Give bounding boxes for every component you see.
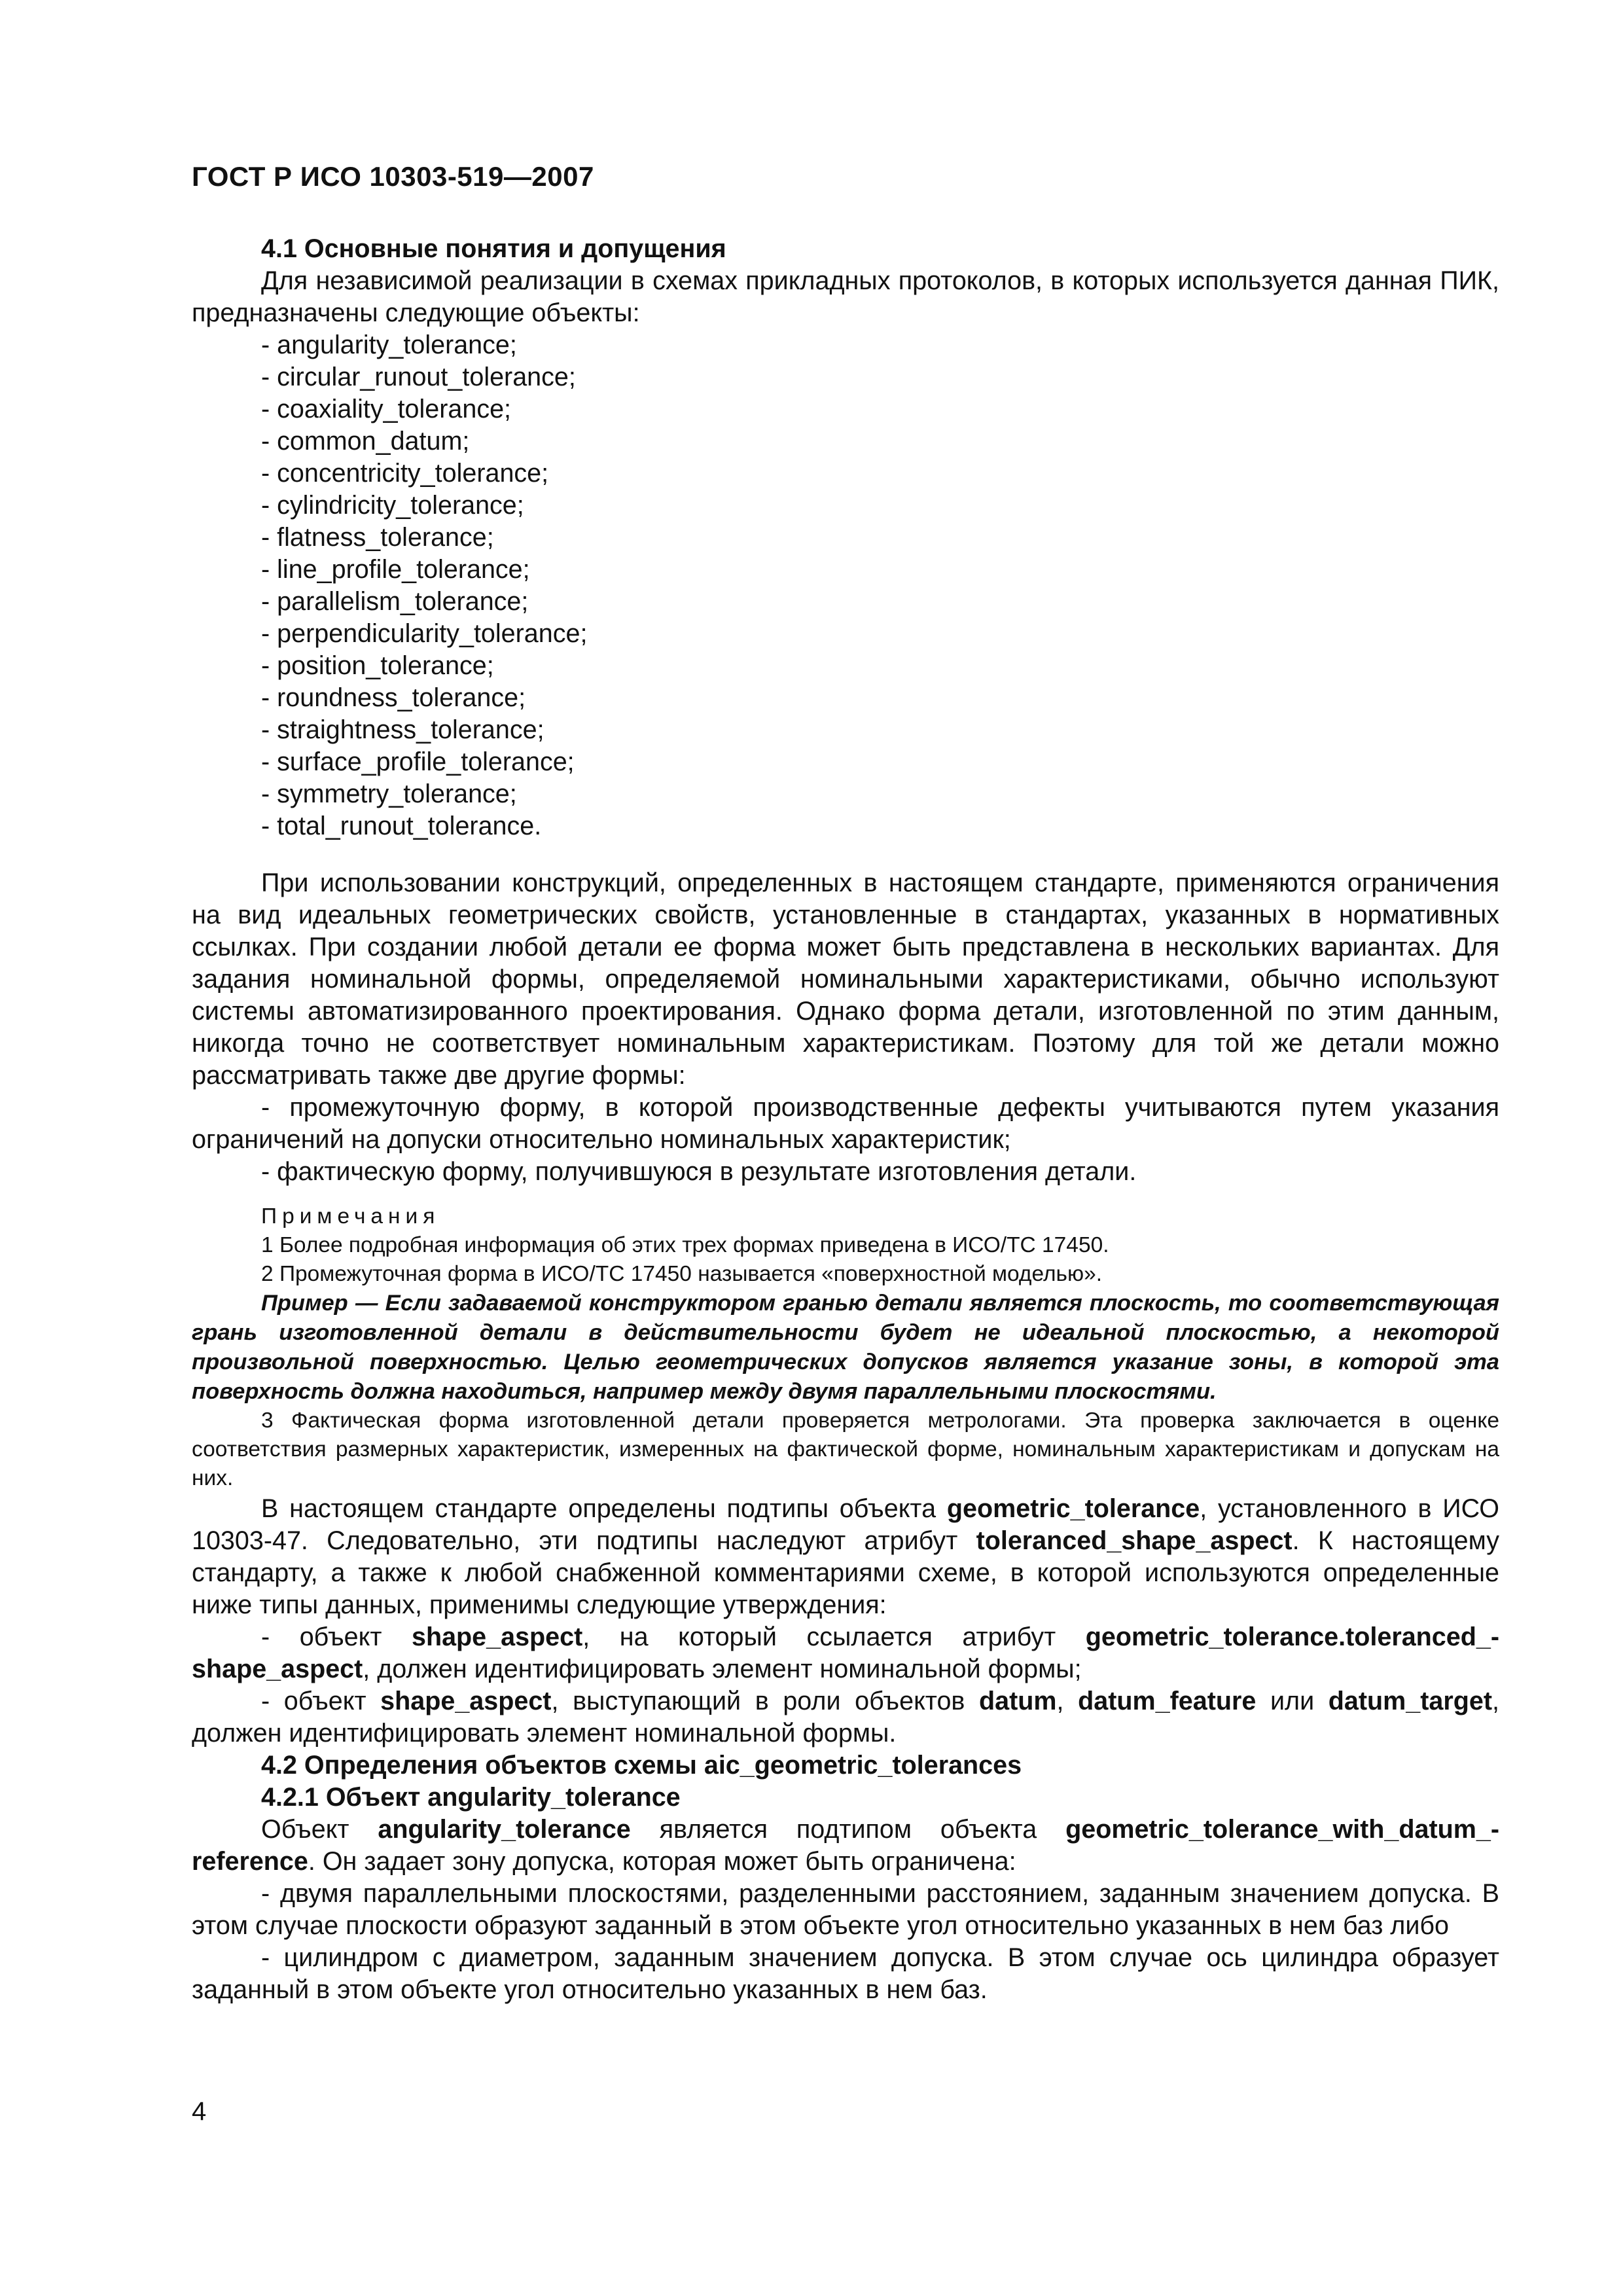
section-heading-4-2-1: 4.2.1 Объект angularity_tolerance — [261, 1783, 681, 1812]
page-number: 4 — [192, 2097, 207, 2126]
list-item: - roundness_tolerance; — [261, 682, 1499, 714]
list-item: - symmetry_tolerance; — [261, 778, 1499, 810]
list-item: - perpendicularity_tolerance; — [261, 618, 1499, 650]
standard-header: ГОСТ Р ИСО 10303-519—2007 — [192, 161, 594, 192]
page-content — [192, 233, 1499, 2006]
list-item: - coaxiality_tolerance; — [261, 393, 1499, 425]
angularity-paragraph: Объект angularity_tolerance является подтипом объекта geometric_tolerance_with_datum_-reference. Он задает зону допуска, которая может быть ограничена: — [192, 1815, 1500, 1876]
subtypes-paragraph: В настоящем стандарте определены подтипы объекта geometric_tolerance, установленного в ИСО 10303-47. Следовательно, эти подтипы наследуют атрибут toleranced_shape_aspect. К настоящему стандарту, а также к любой снабженной комментариями схеме, в которой используются определенные ниже типы данных, применимы следующие утверждения: — [192, 1494, 1499, 1619]
note-1: 1 Более подробная информация об этих трех формах приведена в ИСО/ТС 17450. — [261, 1233, 1109, 1257]
rule-item-1: - объект shape_aspect, на который ссылается атрибут geometric_tolerance.toleranced_-shape_aspect, должен идентифицировать элемент номинальной формы; — [192, 1623, 1499, 1683]
intro-paragraph: Для независимой реализации в схемах прикладных протоколов, в которых используется данная ПИК, предназначены следующие объекты: — [192, 266, 1499, 327]
example-paragraph: Пример — Если задаваемой конструктором гранью детали является плоскость, то соответствующая грань изготовленной детали в действительности будет не идеальной плоскостью, а некоторой произвольной поверхностью. Целью геометрических допусков является указание зоны, в которой эта поверхность должна находиться, например между двумя параллельными плоскостями. — [192, 1291, 1499, 1404]
list-item: - surface_profile_tolerance; — [261, 746, 1499, 778]
list-item: - total_runout_tolerance. — [261, 810, 1499, 842]
entity-list — [192, 329, 1499, 842]
form-item-intermediate: - промежуточную форму, в которой производственные дефекты учитываются путем указания ограничений на допуски относительно номинальных характеристик; — [192, 1093, 1499, 1154]
list-item: - circular_runout_tolerance; — [261, 361, 1499, 393]
form-item-actual: - фактическую форму, получившуюся в результате изготовления детали. — [261, 1157, 1137, 1186]
zone-item-planes: - двумя параллельными плоскостями, разделенными расстоянием, заданным значением допуска. В этом случае плоскости образуют заданный в этом объекте угол относительно указанных в нем баз либо — [192, 1879, 1499, 1940]
section-heading-4-2: 4.2 Определения объектов схемы aic_geometric_tolerances — [261, 1751, 1022, 1780]
section-heading-4-1: 4.1 Основные понятия и допущения — [261, 234, 726, 263]
list-item: - parallelism_tolerance; — [261, 586, 1499, 618]
zone-item-cylinder: - цилиндром с диаметром, заданным значением допуска. В этом случае ось цилиндра образует заданный в этом объекте угол относительно указанных в нем баз. — [192, 1943, 1499, 2004]
list-item: - straightness_tolerance; — [261, 714, 1499, 746]
list-item: - position_tolerance; — [261, 650, 1499, 682]
note-2: 2 Промежуточная форма в ИСО/ТС 17450 называется «поверхностной моделью». — [261, 1262, 1103, 1286]
rule-item-2: - объект shape_aspect, выступающий в роли объектов datum, datum_feature или datum_target, должен идентифицировать элемент номинальной формы. — [192, 1687, 1499, 1748]
list-item: - concentricity_tolerance; — [261, 457, 1499, 490]
list-item: - flatness_tolerance; — [261, 522, 1499, 554]
forms-paragraph: При использовании конструкций, определенных в настоящем стандарте, применяются ограничения на вид идеальных геометрических свойств, установленные в стандартах, указанных в нормативных ссылках. При создании любой детали ее форма может быть представлена в нескольких вариантах. Для задания номинальной формы, определяемой номинальными характеристиками, обычно используют системы автоматизированного проектирования. Однако форма детали, изготовленной по этим данным, никогда точно не соответствует номинальным характеристикам. Поэтому для той же детали можно рассматривать также две другие формы: — [192, 869, 1499, 1090]
notes-block — [192, 1202, 1499, 1289]
note-3: 3 Фактическая форма изготовленной детали проверяется метрологами. Эта проверка заключается в оценке соответствия размерных характеристик, измеренных на фактической форме, номинальным характеристикам и допускам на них. — [192, 1408, 1499, 1490]
list-item: - line_profile_tolerance; — [261, 554, 1499, 586]
list-item: - common_datum; — [261, 425, 1499, 457]
list-item: - cylindricity_tolerance; — [261, 490, 1499, 522]
notes-title: Примечания — [261, 1204, 440, 1229]
list-item: - angularity_tolerance; — [261, 329, 1499, 361]
